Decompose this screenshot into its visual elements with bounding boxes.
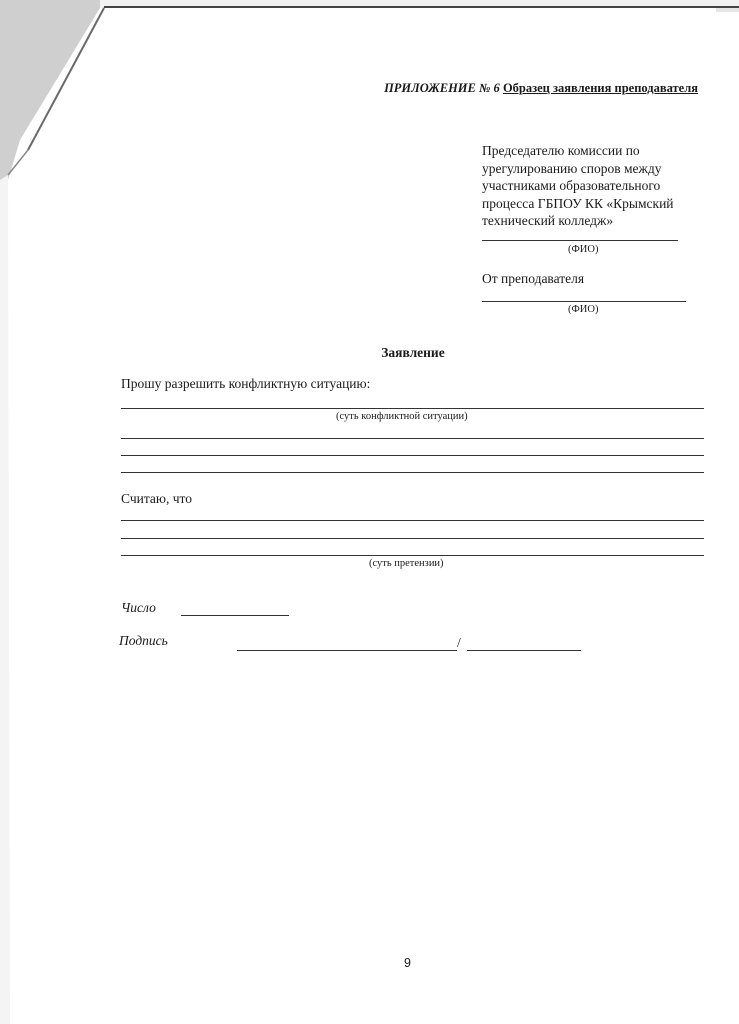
claim-line-1[interactable] (121, 520, 704, 521)
addressee-block (482, 142, 712, 230)
addressee-line: технический колледж» (482, 213, 614, 228)
statement-title: Заявление (381, 345, 445, 360)
conflict-line-4[interactable] (121, 472, 704, 473)
page-number: 9 (404, 956, 411, 970)
consider-text: Считаю, что (121, 491, 192, 506)
conflict-line-3[interactable] (121, 455, 704, 456)
date-line[interactable] (181, 615, 289, 616)
appendix-number: ПРИЛОЖЕНИЕ № 6 (384, 81, 500, 95)
fio-caption: (ФИО) (568, 244, 599, 255)
from-teacher-label: От преподавателя (482, 271, 585, 286)
claim-line-3[interactable] (121, 555, 704, 556)
appendix-title: Образец заявления преподавателя (502, 81, 698, 95)
teacher-fio-line[interactable] (482, 301, 686, 302)
addressee-line: Председателю комиссии по (482, 143, 640, 158)
claim-line-2[interactable] (121, 538, 704, 539)
signature-separator: / (457, 635, 461, 650)
signature-label: Подпись (119, 633, 168, 648)
addressee-line: процесса ГБПОУ КК «Крымский (482, 195, 674, 211)
date-label: Число (121, 600, 156, 615)
signature-line[interactable] (237, 650, 457, 651)
request-text: Прошу разрешить конфликтную ситуацию: (121, 376, 371, 391)
signature-name-line[interactable] (467, 650, 581, 651)
addressee-line: урегулированию споров между (482, 160, 662, 176)
claim-caption: (суть претензии) (369, 558, 444, 569)
addressee-line: участниками образовательного (482, 178, 661, 193)
addressee-fio-line[interactable] (482, 240, 678, 241)
appendix-header (384, 81, 698, 96)
conflict-line-1[interactable] (121, 408, 704, 409)
conflict-line-2[interactable] (121, 438, 704, 439)
fio-caption: (ФИО) (568, 304, 599, 315)
conflict-caption: (суть конфликтной ситуации) (336, 411, 468, 422)
